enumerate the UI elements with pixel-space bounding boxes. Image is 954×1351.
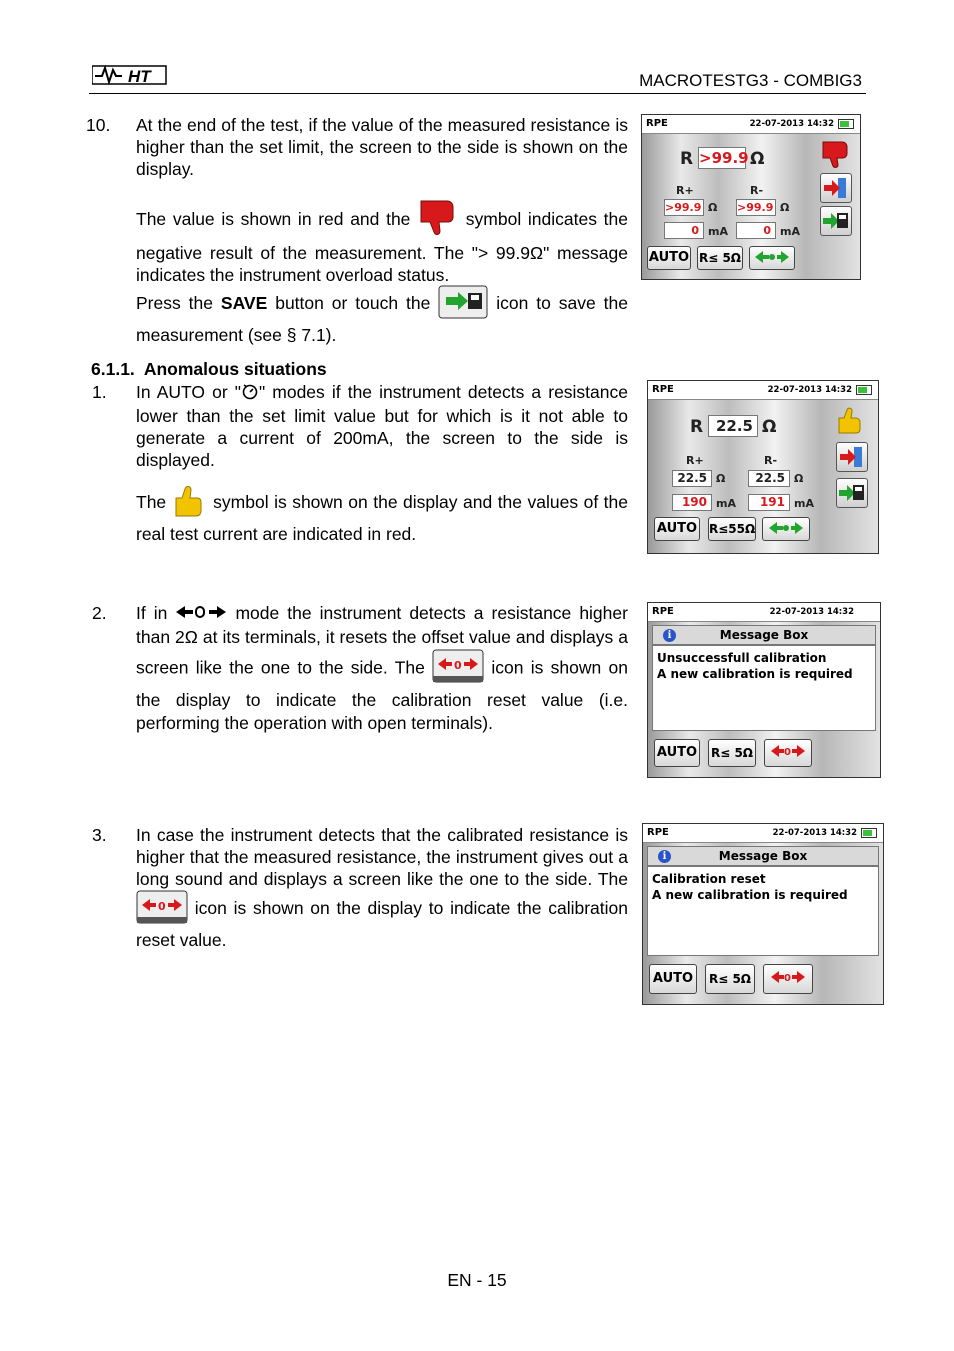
rminus-unit: Ω	[794, 472, 804, 485]
message-line-1: Unsuccessfull calibration	[657, 651, 827, 665]
iminus-unit: mA	[780, 225, 800, 238]
calibration-reset-icon	[432, 649, 484, 689]
mode-label: RPE	[652, 384, 674, 395]
step10-paragraph-1: At the end of the test, if the value of the measured resistance is higher than the set limit, the screen to the side is shown on the display.	[136, 115, 628, 179]
iminus-value: 191	[748, 494, 790, 511]
exit-icon[interactable]	[820, 173, 852, 203]
svg-text:0: 0	[784, 747, 791, 758]
message-box-body	[647, 866, 879, 956]
rplus-label: R+	[686, 454, 704, 467]
save-icon	[438, 285, 488, 324]
info-icon: i	[658, 850, 671, 863]
info-icon: i	[663, 629, 676, 642]
step1-paragraph-2: The symbol is shown on the display and the values of the real test current are indicated in red.	[136, 484, 628, 545]
page-number: EN - 15	[447, 1270, 507, 1290]
r-label: R	[680, 149, 694, 169]
step10-paragraph-3: Press the SAVE button or touch the icon to save the measurement (see § 7.1).	[136, 285, 628, 346]
datetime: 22-07-2013 14:32	[767, 385, 852, 395]
rplus-value: 22.5	[672, 470, 712, 487]
auto-button[interactable]: AUTO	[654, 517, 700, 541]
r-limit-button[interactable]: R≤ 5Ω	[708, 739, 756, 767]
step-number: 2.	[92, 603, 107, 623]
header-rule	[89, 93, 866, 94]
step-number: 10.	[86, 115, 111, 135]
datetime: 22-07-2013 14:32	[769, 607, 854, 617]
rminus-label: R-	[750, 184, 764, 197]
step-number: 1.	[92, 382, 107, 402]
auto-button[interactable]: AUTO	[647, 246, 691, 270]
r-limit-button[interactable]: R≤ 5Ω	[705, 964, 755, 994]
rplus-unit: Ω	[716, 472, 726, 485]
save-icon[interactable]	[836, 478, 868, 508]
battery-icon	[838, 119, 854, 129]
save-icon[interactable]	[820, 206, 852, 236]
r-limit-button[interactable]: R≤ 5Ω	[697, 246, 743, 270]
rplus-value: >99.9	[664, 199, 704, 216]
battery-icon	[861, 828, 877, 838]
thumbs-down-icon	[417, 199, 459, 242]
rminus-value: 22.5	[748, 470, 790, 487]
message-line-1: Calibration reset	[652, 872, 766, 886]
rplus-label: R+	[676, 184, 694, 197]
thumbs-up-icon	[172, 484, 208, 523]
r-value: >99.9	[699, 149, 749, 167]
rminus-unit: Ω	[780, 201, 790, 214]
mode-label: RPE	[652, 606, 674, 617]
step2-paragraph: If in mode the instrument detects a resistance higher than 2Ω at its terminals, it resets the offset value and displays a screen like the one to the side. The 0 icon is shown on the display to indicate the calibration reset value (i.e. performing the operation with open terminals).	[136, 603, 628, 733]
calibration-icon	[175, 603, 227, 626]
step1-paragraph-1: In AUTO or " " modes if the instrument detects a resistance lower than the set limit value but for which is it not able to generate a current of 200mA, the screen to the side is displayed.	[136, 382, 628, 470]
iplus-value: 0	[664, 222, 704, 239]
svg-text:0: 0	[784, 973, 791, 984]
r-label: R	[690, 417, 704, 437]
iplus-value: 190	[672, 494, 712, 511]
calibration-button[interactable]	[762, 517, 810, 541]
r-unit: Ω	[762, 417, 777, 437]
calibration-button[interactable]	[749, 246, 795, 270]
datetime: 22-07-2013 14:32	[772, 828, 857, 838]
battery-icon	[856, 385, 872, 395]
iplus-unit: mA	[708, 225, 728, 238]
rplus-unit: Ω	[708, 201, 718, 214]
device-screen-calibration-reset	[642, 823, 884, 1005]
step-number: 3.	[92, 825, 107, 845]
message-box-title: i Message Box	[652, 625, 876, 645]
brand-logo	[92, 62, 170, 86]
r-limit-button[interactable]: R≤55Ω	[708, 517, 756, 541]
message-box-body	[652, 645, 876, 731]
calibration-reset-icon	[136, 890, 188, 929]
message-box-title: i Message Box	[647, 846, 879, 866]
iplus-unit: mA	[716, 497, 736, 510]
device-screen-low-current	[647, 380, 879, 554]
auto-button[interactable]: AUTO	[654, 739, 700, 767]
section-heading: 6.1.1. Anomalous situations	[91, 359, 327, 379]
message-line-2: A new calibration is required	[652, 888, 848, 902]
timer-icon	[241, 382, 259, 405]
r-value: 22.5	[708, 415, 758, 437]
svg-text:0: 0	[158, 900, 166, 913]
doc-title: MACROTESTG3 - COMBIG3	[639, 71, 862, 90]
datetime: 22-07-2013 14:32	[749, 119, 834, 129]
rminus-label: R-	[764, 454, 778, 467]
iminus-unit: mA	[794, 497, 814, 510]
calibration-reset-button[interactable]	[764, 739, 812, 767]
svg-text:HT: HT	[128, 67, 151, 86]
iminus-value: 0	[736, 222, 776, 239]
mode-label: RPE	[647, 827, 669, 838]
thumbs-up-icon	[836, 405, 868, 435]
device-screen-unsuccessful-calibration	[647, 602, 881, 778]
thumbs-down-icon	[820, 139, 852, 169]
auto-button[interactable]: AUTO	[649, 964, 697, 994]
mode-label: RPE	[646, 118, 668, 129]
step3-paragraph: In case the instrument detects that the calibrated resistance is higher that the measured resistance, the instrument gives out a long sound and displays a screen like the one to the side. The 0 icon is shown on the display to indicate the calibration reset value.	[136, 825, 628, 950]
step10-paragraph-2: The value is shown in red and the symbol indicates the negative result of the measurement. The "> 99.9Ω" message indicates the instrument overload status.	[136, 199, 628, 286]
svg-text:0: 0	[454, 658, 462, 672]
exit-icon[interactable]	[836, 442, 868, 472]
device-screen-overload	[641, 114, 861, 280]
message-line-2: A new calibration is required	[657, 667, 853, 681]
r-unit: Ω	[750, 149, 765, 169]
calibration-reset-button[interactable]	[763, 964, 813, 994]
rminus-value: >99.9	[736, 199, 776, 216]
